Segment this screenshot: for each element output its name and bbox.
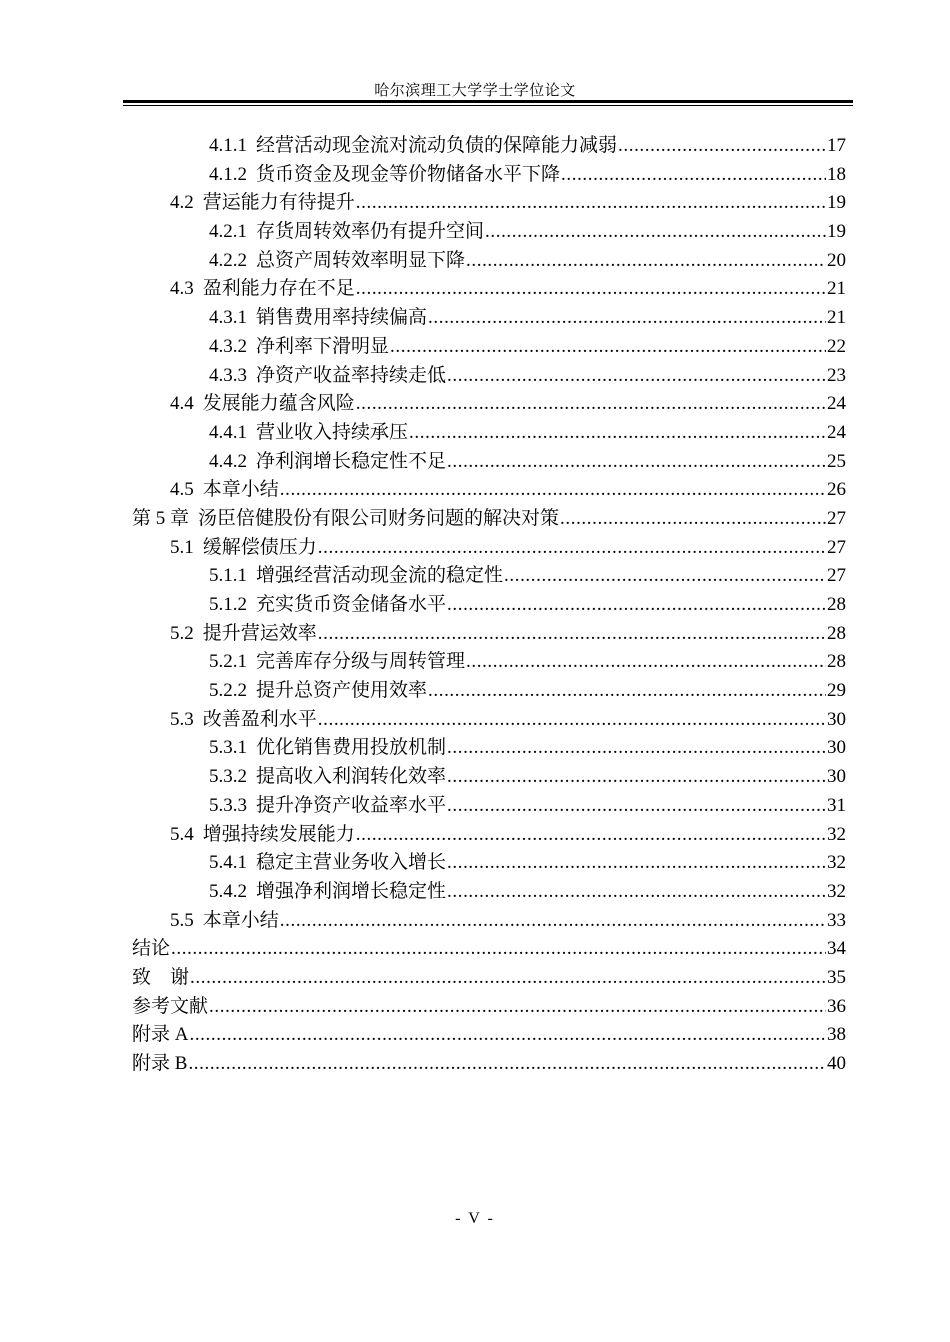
toc-entry-title: 致 谢 bbox=[132, 966, 190, 988]
toc-entry[interactable] bbox=[132, 821, 846, 850]
toc-entry[interactable] bbox=[132, 362, 846, 391]
toc-entry-page: 19 bbox=[827, 221, 846, 243]
toc-entry-page: 27 bbox=[827, 536, 846, 558]
toc-entry[interactable] bbox=[132, 706, 846, 735]
toc-entry[interactable] bbox=[132, 419, 846, 448]
toc-entry[interactable] bbox=[132, 1021, 846, 1050]
toc-entry[interactable] bbox=[132, 878, 846, 907]
toc-entry-page: 18 bbox=[827, 163, 846, 185]
toc-entry[interactable] bbox=[132, 734, 846, 763]
toc-entry-number: 5.2.2 bbox=[209, 680, 247, 702]
toc-dot-leader bbox=[466, 247, 826, 276]
toc-entry-number: 5.4 bbox=[170, 823, 194, 845]
toc-entry-page: 26 bbox=[827, 479, 846, 501]
running-header-title: 哈尔滨理工大学学士学位论文 bbox=[374, 83, 576, 99]
toc-entry[interactable] bbox=[132, 792, 846, 821]
toc-entry-page: 34 bbox=[827, 938, 846, 960]
toc-entry-title: 货币资金及现金等价物储备水平下降 bbox=[256, 163, 561, 185]
toc-entry-title: 存货周转效率仍有提升空间 bbox=[256, 221, 485, 243]
toc-entry[interactable] bbox=[132, 161, 846, 190]
toc-entry[interactable] bbox=[132, 1050, 846, 1079]
toc-entry[interactable] bbox=[132, 562, 846, 591]
toc-entry-title: 缓解偿债压力 bbox=[202, 536, 317, 558]
toc-entry-page: 20 bbox=[827, 249, 846, 271]
toc-entry-page: 31 bbox=[827, 794, 846, 816]
toc-entry-title: 提高收入利润转化效率 bbox=[256, 766, 447, 788]
toc-entry-title: 盈利能力存在不足 bbox=[202, 278, 355, 300]
toc-entry-title: 附录 B bbox=[132, 1053, 188, 1074]
toc-entry-number: 5.3.3 bbox=[209, 794, 247, 816]
toc-entry-number: 5.1.1 bbox=[209, 565, 247, 587]
toc-entry-number: 4.1.2 bbox=[209, 163, 247, 185]
toc-entry[interactable] bbox=[132, 993, 846, 1022]
toc-entry-title: 参考文献 bbox=[132, 995, 209, 1017]
toc-dot-leader bbox=[188, 1050, 826, 1079]
toc-entry[interactable] bbox=[132, 534, 846, 563]
toc-entry-page: 36 bbox=[827, 995, 846, 1017]
toc-entry-title: 销售费用率持续偏高 bbox=[256, 307, 428, 329]
toc-entry-title: 汤臣倍健股份有限公司财务问题的解决对策 bbox=[198, 507, 560, 529]
toc-entry-title: 发展能力蕴含风险 bbox=[202, 393, 355, 415]
toc-dot-leader bbox=[447, 849, 826, 878]
toc-entry[interactable] bbox=[132, 620, 846, 649]
toc-entry[interactable] bbox=[132, 275, 846, 304]
toc-entry-page: 21 bbox=[827, 278, 846, 300]
toc-entry-title: 提升总资产使用效率 bbox=[256, 680, 428, 702]
toc-entry-number: 4.3.1 bbox=[209, 307, 247, 329]
toc-entry-page: 23 bbox=[827, 364, 846, 386]
toc-entry[interactable] bbox=[132, 964, 846, 993]
page-number: - V - bbox=[455, 1210, 495, 1227]
toc-entry-title: 净资产收益率持续走低 bbox=[256, 364, 447, 386]
toc-entry[interactable] bbox=[132, 849, 846, 878]
toc-entry-page: 17 bbox=[827, 135, 846, 156]
toc-entry-number: 4.3 bbox=[170, 278, 194, 300]
toc-entry-title: 附录 A bbox=[132, 1024, 189, 1046]
toc-entry-page: 35 bbox=[827, 966, 846, 988]
toc-entry-title: 本章小结 bbox=[202, 909, 279, 931]
toc-dot-leader bbox=[560, 505, 826, 534]
toc-dot-leader bbox=[189, 1021, 826, 1050]
toc-dot-leader bbox=[318, 620, 826, 649]
toc-dot-leader bbox=[190, 964, 826, 993]
toc-dot-leader bbox=[318, 534, 826, 563]
toc-entry-page: 29 bbox=[827, 680, 846, 702]
toc-entry-page: 40 bbox=[827, 1053, 846, 1074]
toc-entry-page: 21 bbox=[827, 307, 846, 329]
toc-dot-leader bbox=[428, 304, 826, 333]
toc-dot-leader bbox=[447, 763, 826, 792]
toc-entry-number: 5.5 bbox=[170, 909, 194, 931]
toc-entry-page: 24 bbox=[827, 421, 846, 443]
toc-entry-number: 4.3.2 bbox=[209, 335, 247, 357]
toc-dot-leader bbox=[485, 218, 826, 247]
toc-dot-leader bbox=[209, 993, 826, 1022]
toc-entry-title: 总资产周转效率明显下降 bbox=[256, 249, 466, 271]
toc-entry-number: 4.4.2 bbox=[209, 450, 247, 472]
toc-entry[interactable] bbox=[132, 591, 846, 620]
header-rule-thin bbox=[123, 105, 853, 106]
toc-entry-title: 净利润增长稳定性不足 bbox=[256, 450, 447, 472]
toc-entry-page: 32 bbox=[827, 823, 846, 845]
toc-dot-leader bbox=[280, 907, 826, 936]
toc-entry-number: 5.4.1 bbox=[209, 852, 247, 874]
toc-entry-page: 22 bbox=[827, 335, 846, 357]
toc-entry[interactable] bbox=[132, 189, 846, 218]
toc-entry[interactable] bbox=[132, 333, 846, 362]
toc-entry-title: 优化销售费用投放机制 bbox=[256, 737, 447, 759]
toc-dot-leader bbox=[447, 362, 826, 391]
toc-entry-title: 提升营运效率 bbox=[202, 622, 317, 644]
toc-entry-number: 5.3.1 bbox=[209, 737, 247, 759]
toc-entry-title: 改善盈利水平 bbox=[202, 708, 317, 730]
toc-entry-number: 4.2 bbox=[170, 192, 194, 214]
toc-entry[interactable] bbox=[132, 677, 846, 706]
toc-entry-title: 营运能力有待提升 bbox=[202, 192, 355, 214]
toc-entry-title: 净利率下滑明显 bbox=[256, 335, 390, 357]
toc-entry-title: 增强持续发展能力 bbox=[202, 823, 355, 845]
toc-entry-title: 增强经营活动现金流的稳定性 bbox=[256, 565, 504, 587]
toc-entry-title: 增强净利润增长稳定性 bbox=[256, 880, 447, 902]
toc-entry[interactable] bbox=[132, 247, 846, 276]
toc-entry-page: 28 bbox=[827, 651, 846, 673]
toc-dot-leader bbox=[504, 562, 826, 591]
toc-entry-number: 5.3.2 bbox=[209, 766, 247, 788]
toc-entry-title: 充实货币资金储备水平 bbox=[256, 594, 447, 615]
toc-entry[interactable] bbox=[132, 390, 846, 419]
toc-entry-number: 4.5 bbox=[170, 479, 194, 501]
toc-entry-page: 32 bbox=[827, 880, 846, 902]
toc-entry-title: 本章小结 bbox=[202, 479, 279, 501]
toc-entry[interactable] bbox=[132, 907, 846, 936]
toc-dot-leader bbox=[356, 275, 826, 304]
toc-entry-number: 4.2.1 bbox=[209, 221, 247, 243]
header-rule-thick bbox=[123, 100, 853, 103]
toc-dot-leader bbox=[447, 448, 826, 477]
toc-entry-number: 5.4.2 bbox=[209, 880, 247, 902]
toc-dot-leader bbox=[447, 792, 826, 821]
toc-entry-page: 27 bbox=[827, 507, 846, 529]
toc-entry[interactable] bbox=[132, 304, 846, 333]
toc-entry-title: 经营活动现金流对流动负债的保障能力减弱 bbox=[256, 135, 618, 156]
toc-entry-page: 25 bbox=[827, 450, 846, 472]
toc-entry-number: 5.2.1 bbox=[209, 651, 247, 673]
toc-entry-number: 第 5 章 bbox=[132, 507, 190, 529]
toc-dot-leader bbox=[356, 390, 826, 419]
toc-entry-number: 4.3.3 bbox=[209, 364, 247, 386]
toc-entry-page: 19 bbox=[827, 192, 846, 214]
toc-entry-number: 4.2.2 bbox=[209, 249, 247, 271]
toc-entry-page: 28 bbox=[827, 594, 846, 615]
toc-dot-leader bbox=[447, 591, 826, 620]
toc-entry-title: 营业收入持续承压 bbox=[256, 421, 409, 443]
toc-entry-number: 5.1 bbox=[170, 536, 194, 558]
toc-dot-leader bbox=[409, 419, 826, 448]
toc-entry-page: 24 bbox=[827, 393, 846, 415]
toc-dot-leader bbox=[356, 189, 826, 218]
toc-entry-page: 28 bbox=[827, 622, 846, 644]
toc-entry-page: 27 bbox=[827, 565, 846, 587]
toc-entry-number: 4.1.1 bbox=[209, 135, 247, 156]
toc-entry-title: 稳定主营业务收入增长 bbox=[256, 852, 447, 874]
toc-entry-title: 完善库存分级与周转管理 bbox=[256, 651, 466, 673]
toc-entry[interactable] bbox=[132, 218, 846, 247]
toc-entry-number: 4.4.1 bbox=[209, 421, 247, 443]
toc-dot-leader bbox=[447, 878, 826, 907]
toc-entry-page: 33 bbox=[827, 909, 846, 931]
toc-entry-page: 32 bbox=[827, 852, 846, 874]
toc-entry-number: 4.4 bbox=[170, 393, 194, 415]
toc-dot-leader bbox=[466, 648, 826, 677]
toc-entry[interactable] bbox=[132, 505, 846, 534]
toc-dot-leader bbox=[280, 476, 826, 505]
table-of-contents bbox=[132, 132, 846, 1079]
toc-entry[interactable] bbox=[132, 448, 846, 477]
toc-dot-leader bbox=[428, 677, 826, 706]
toc-entry-number: 5.3 bbox=[170, 708, 194, 730]
toc-dot-leader bbox=[390, 333, 826, 362]
toc-entry[interactable] bbox=[132, 763, 846, 792]
toc-dot-leader bbox=[318, 706, 826, 735]
toc-entry-number: 5.2 bbox=[170, 622, 194, 644]
toc-entry-title: 提升净资产收益率水平 bbox=[256, 794, 447, 816]
toc-entry-page: 30 bbox=[827, 737, 846, 759]
toc-entry-page: 38 bbox=[827, 1024, 846, 1046]
toc-entry-page: 30 bbox=[827, 766, 846, 788]
toc-entry[interactable] bbox=[132, 935, 846, 964]
toc-dot-leader bbox=[618, 132, 826, 161]
toc-entry-number: 5.1.2 bbox=[209, 594, 247, 615]
toc-entry[interactable] bbox=[132, 132, 846, 161]
toc-entry[interactable] bbox=[132, 476, 846, 505]
toc-entry-page: 30 bbox=[827, 708, 846, 730]
toc-entry-title: 结论 bbox=[132, 938, 171, 960]
toc-dot-leader bbox=[561, 161, 826, 190]
toc-dot-leader bbox=[356, 821, 826, 850]
toc-entry[interactable] bbox=[132, 648, 846, 677]
toc-dot-leader bbox=[447, 734, 826, 763]
toc-dot-leader bbox=[171, 935, 826, 964]
